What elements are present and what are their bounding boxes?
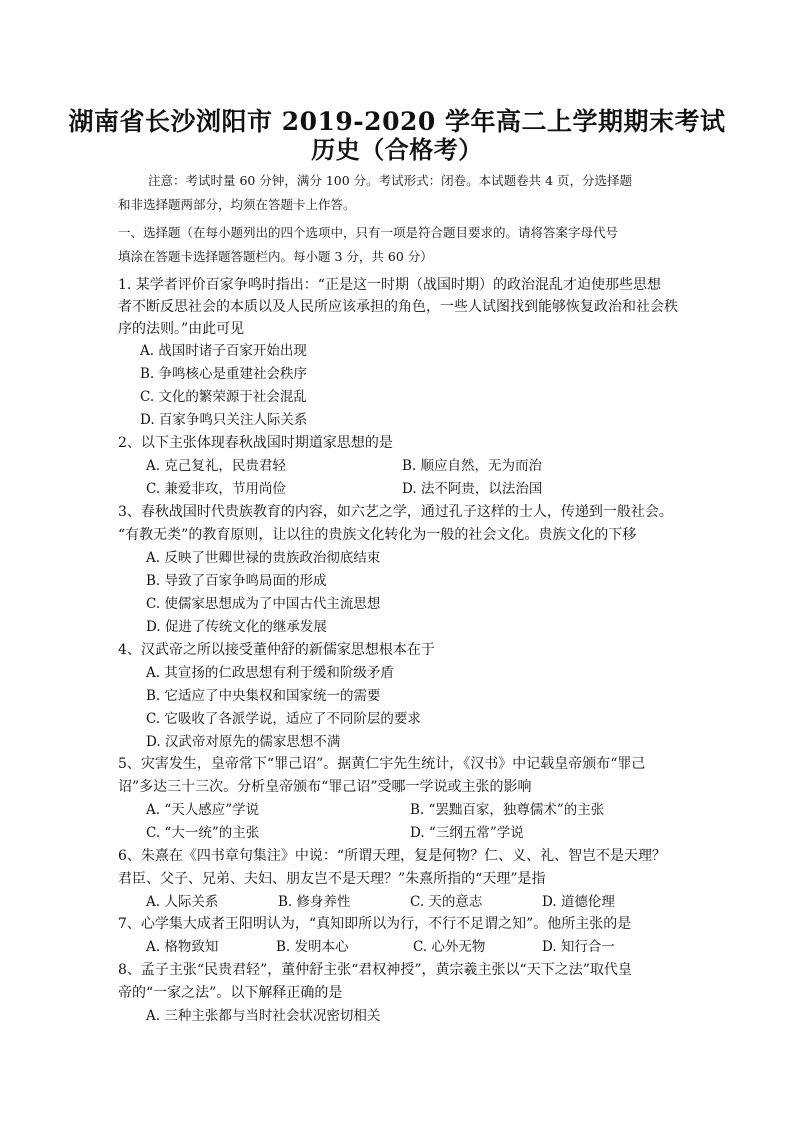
question-5-stem: 5、灾害发生，皇帝常下“罪己诏”。据黄仁宇先生统计，《汉书》中记载皇帝颁布“罪己 — [118, 756, 646, 772]
exam-subtitle: 历史（合格考） — [311, 135, 483, 164]
question-6-stem: 君臣、父子、兄弟、夫妇、朋友岂不是天理？”朱熹所指的“天理”是指 — [118, 871, 546, 887]
question-2-option-a[interactable]: A. 克己复礼，民贵君轻 — [146, 458, 286, 474]
question-3-option-b[interactable]: B. 导致了百家争鸣局面的形成 — [146, 573, 327, 589]
question-1-stem: 者不断反思社会的本质以及人民所应该承担的角色，一些人试图找到能够恢复政治和社会秩 — [118, 299, 678, 315]
question-3-stem: 3、春秋战国时代贵族教育的内容，如六艺之学，通过孔子这样的士人，传递到一般社会。 — [118, 504, 673, 520]
section-heading: 一、选择题（在每小题列出的四个选项中，只有一项是符合题目要求的。请将答案字母代号 — [118, 225, 619, 240]
question-7-option-a[interactable]: A. 格物致知 — [146, 939, 219, 955]
section-heading: 填涂在答题卡选择题答题栏内。每小题 3 分，共 60 分） — [118, 249, 433, 264]
notice-line: 注意：考试时量 60 分钟，满分 100 分。考试形式：闭卷。本试题卷共 4 页，分选择题 — [148, 173, 633, 188]
question-8-stem: 帝的“一家之法”。以下解释正确的是 — [118, 985, 343, 1001]
question-6-stem: 6、朱熹在《四书章句集注》中说：“所谓天理，复是何物？仁、义、礼、智岂不是天理？ — [118, 848, 667, 864]
question-2-option-d[interactable]: D. 法不阿贵，以法治国 — [402, 481, 543, 497]
question-8-stem: 8、孟子主张“民贵君轻”，董仲舒主张“君权神授”，黄宗羲主张以“天下之法”取代皇 — [118, 962, 632, 978]
question-2-option-c[interactable]: C. 兼爱非攻，节用尚俭 — [146, 481, 286, 497]
question-5-option-c[interactable]: C. “大一统”的主张 — [146, 825, 260, 841]
question-7-stem: 7、心学集大成者王阳明认为，“真知即所以为行，不行不足谓之知”。他所主张的是 — [118, 916, 632, 932]
question-3-stem: “有教无类”的教育原则，让以往的贵族文化转化为一般的社会文化。贵族文化的下移 — [118, 527, 637, 543]
question-5-option-d[interactable]: D. “三纲五常”学说 — [410, 825, 524, 841]
question-5-stem: 诏”多达三十三次。分析皇帝颁布“罪己诏”受哪一学说或主张的影响 — [118, 779, 532, 795]
question-1-stem: 序的法则。”由此可见 — [118, 321, 245, 337]
question-5-option-b[interactable]: B. “罢黜百家，独尊儒术”的主张 — [410, 802, 605, 818]
question-4-option-d[interactable]: D. 汉武帝对原先的儒家思想不满 — [146, 734, 341, 750]
question-4-option-a[interactable]: A. 其宣扬的仁政思想有利于缓和阶级矛盾 — [146, 665, 394, 681]
question-7-option-b[interactable]: B. 发明本心 — [276, 939, 349, 955]
question-5-option-a[interactable]: A. “天人感应”学说 — [146, 802, 260, 818]
question-6-option-b[interactable]: B. 修身养性 — [278, 894, 351, 910]
question-4-option-c[interactable]: C. 它吸收了各派学说，适应了不同阶层的要求 — [146, 711, 421, 727]
question-7-option-c[interactable]: C. 心外无物 — [413, 939, 486, 955]
question-7-option-d[interactable]: D. 知行合一 — [542, 939, 615, 955]
question-1-option-d[interactable]: D. 百家争鸣只关注人际关系 — [140, 412, 308, 428]
question-3-option-c[interactable]: C. 使儒家思想成为了中国古代主流思想 — [146, 596, 381, 612]
question-4-option-b[interactable]: B. 它适应了中央集权和国家统一的需要 — [146, 688, 381, 704]
notice-line: 和非选择题两部分，均须在答题卡上作答。 — [118, 197, 356, 212]
question-6-option-d[interactable]: D. 道德伦理 — [542, 894, 615, 910]
question-1-option-c[interactable]: C. 文化的繁荣源于社会混乱 — [140, 389, 307, 405]
question-1-option-a[interactable]: A. 战国时诸子百家开始出现 — [140, 343, 307, 359]
question-2-stem: 2、以下主张体现春秋战国时期道家思想的是 — [118, 435, 393, 451]
question-2-option-b[interactable]: B. 顺应自然，无为而治 — [402, 458, 543, 474]
question-3-option-a[interactable]: A. 反映了世卿世禄的贵族政治彻底结束 — [146, 550, 381, 566]
question-3-option-d[interactable]: D. 促进了传统文化的继承发展 — [146, 619, 327, 635]
question-6-option-a[interactable]: A. 人际关系 — [146, 894, 219, 910]
question-4-stem: 4、汉武帝之所以接受董仲舒的新儒家思想根本在于 — [118, 642, 435, 658]
question-1-stem: 1. 某学者评价百家争鸣时指出：“正是这一时期（战国时期）的政治混乱才迫使那些思想 — [118, 277, 661, 293]
question-6-option-c[interactable]: C. 天的意志 — [410, 894, 483, 910]
question-1-option-b[interactable]: B. 争鸣核心是重建社会秩序 — [140, 366, 308, 382]
question-8-option-a[interactable]: A. 三种主张都与当时社会状况密切相关 — [146, 1008, 381, 1024]
exam-title: 湖南省长沙浏阳市 2019-2020 学年高二上学期期末考试 — [68, 107, 726, 136]
